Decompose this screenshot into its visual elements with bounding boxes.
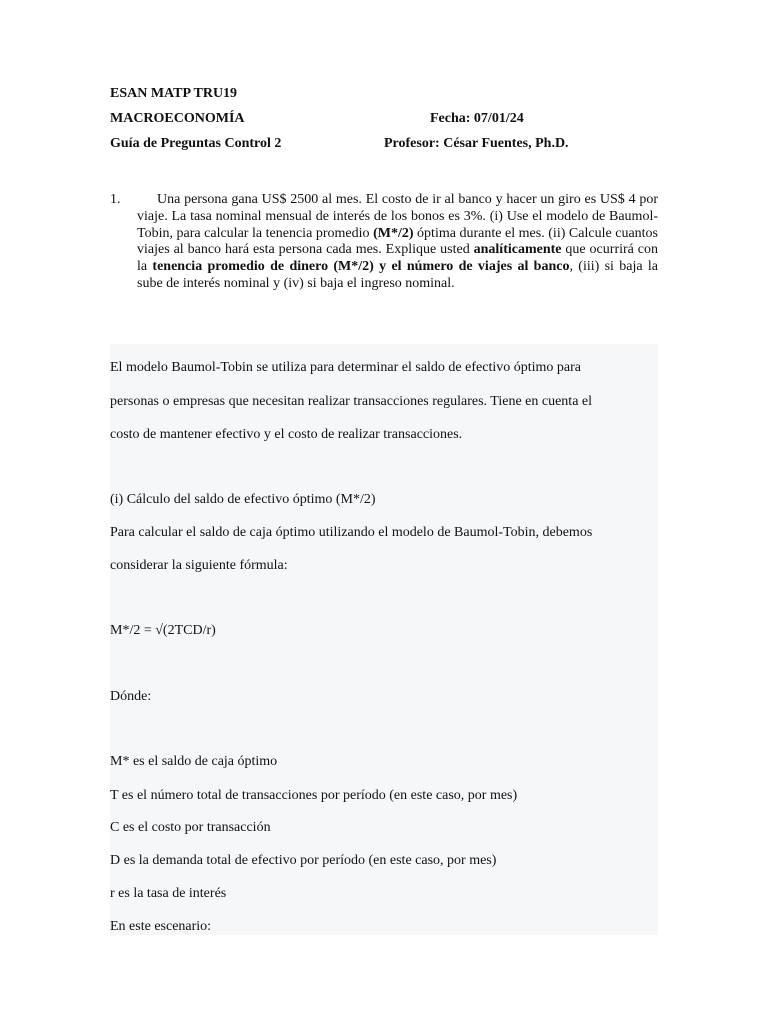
definition-c: C es el costo por transacción — [110, 820, 271, 835]
date-label: Fecha: 07/01/24 — [430, 111, 524, 126]
question-text-part: , (iii) si baja la sube de interés nominal y (iv) si baja el ingreso nominal. — [137, 259, 658, 291]
answer-panel — [110, 344, 658, 935]
question-bold-part: analíticamente — [473, 242, 562, 258]
intro-line: costo de mantener efectivo y el costo de realizar transacciones. — [110, 427, 463, 442]
question-text — [137, 192, 658, 293]
definition-m: M* es el saldo de caja óptimo — [110, 754, 278, 769]
formula: M*/2 = √(2TCD/r) — [110, 623, 216, 638]
question-bold-part: tenencia promedio de dinero (M*/2) y el número de viajes al banco — [152, 259, 570, 275]
definition-r: r es la tasa de interés — [110, 886, 227, 901]
question-text-part: óptima durante el mes. (ii) Calcule cuantos viajes al banco hará esta persona cada mes. Explique usted — [137, 225, 658, 258]
definition-t: T es el número total de transacciones por período (en este caso, por mes) — [110, 788, 518, 803]
question-1 — [110, 192, 658, 293]
intro-line: El modelo Baumol-Tobin se utiliza para determinar el saldo de efectivo óptimo para — [110, 360, 581, 375]
body-line: Para calcular el saldo de caja óptimo utilizando el modelo de Baumol-Tobin, debemos — [110, 525, 593, 540]
scenario-line: En este escenario: — [110, 919, 212, 934]
question-text-part: que ocurrirá con la — [137, 242, 659, 275]
body-line: considerar la siguiente fórmula: — [110, 558, 288, 573]
intro-line: personas o empresas que necesitan realizar transacciones regulares. Tiene en cuenta el — [110, 394, 593, 409]
guide-title: Guía de Preguntas Control 2 — [110, 136, 282, 151]
question-number: 1. — [110, 192, 121, 207]
professor-label: Profesor: César Fuentes, Ph.D. — [384, 136, 569, 151]
question-bold-part: (M*/2) — [373, 225, 414, 241]
definition-d: D es la demanda total de efectivo por período (en este caso, por mes) — [110, 853, 497, 868]
course-name: MACROECONOMÍA — [110, 111, 245, 126]
section-heading: (i) Cálculo del saldo de efectivo óptimo (M*/2) — [110, 492, 376, 507]
question-text-part: Una persona gana US$ 2500 al mes. El costo de ir al banco y hacer un giro es US$ 4 por viaje. La tasa nominal mensual de interés de los bonos es 3%. (i) Use el modelo de Baumol-Tobin, para calcular la tenencia promedio — [137, 192, 658, 241]
where-label: Dónde: — [110, 689, 152, 704]
course-code: ESAN MATP TRU19 — [110, 86, 238, 101]
